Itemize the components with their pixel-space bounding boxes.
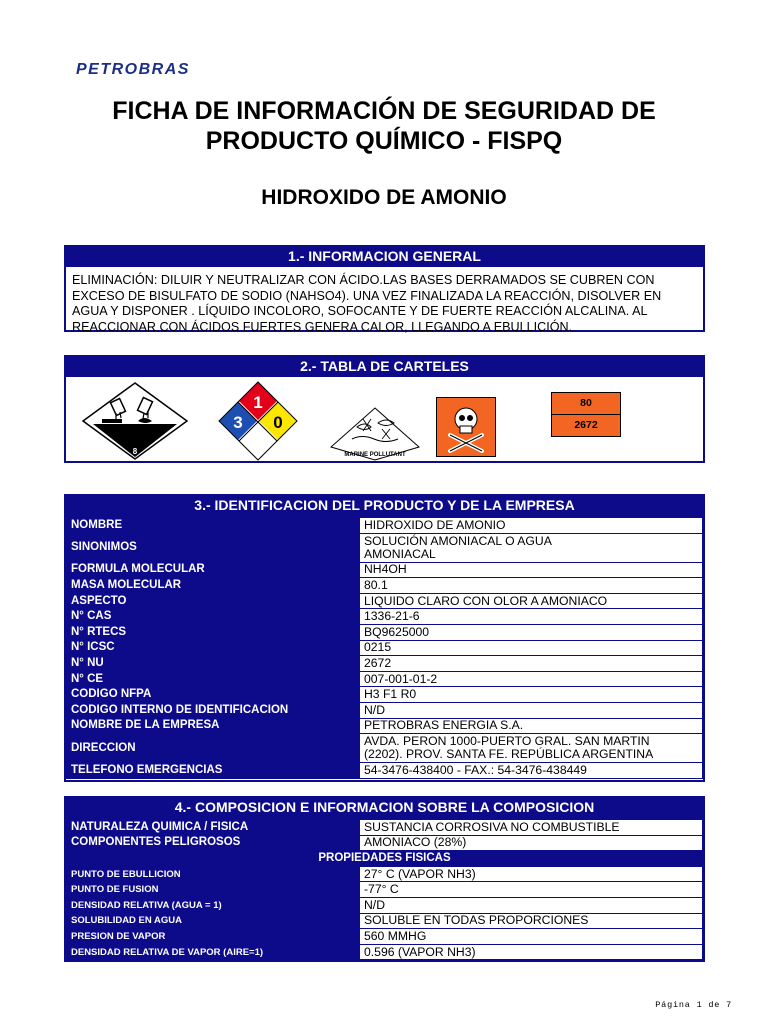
field-label: PRESION DE VAPOR — [67, 929, 360, 945]
field-value: 007-001-01-2 — [360, 671, 703, 687]
field-label: SOLUBILIDAD EN AGUA — [67, 913, 360, 929]
field-label: N° CAS — [67, 609, 360, 625]
section-general-info — [64, 245, 705, 332]
field-label: PUNTO DE FUSION — [67, 882, 360, 898]
text-line: EXCESO DE BISULFATO DE SODIO (NAHSO4). UNA VEZ FINALIZADA LA REACCIÓN, DISOLVER EN — [72, 288, 662, 303]
field-value: H3 F1 R0 — [360, 687, 703, 703]
table-row — [67, 866, 703, 882]
table-row — [67, 734, 703, 763]
field-value: N/D — [360, 702, 703, 718]
field-value: 80.1 — [360, 578, 703, 594]
table-row — [67, 929, 703, 945]
field-label: CODIGO NFPA — [67, 687, 360, 703]
field-label: NOMBRE — [67, 518, 360, 534]
section-placards — [64, 355, 705, 463]
table-row — [67, 562, 703, 578]
field-value: 560 MMHG — [360, 929, 703, 945]
field-value: PETROBRAS ENERGIA S.A. — [360, 718, 703, 734]
field-label: N° CE — [67, 671, 360, 687]
table-row — [67, 763, 703, 779]
field-label: DIRECCION — [67, 734, 360, 763]
field-value: 54-3476-438400 - FAX.: 54-3476-438449 — [360, 763, 703, 779]
field-label: N° ICSC — [67, 640, 360, 656]
field-label: MASA MOLECULAR — [67, 578, 360, 594]
un-hazard-panel — [551, 392, 621, 437]
table-row — [67, 533, 703, 562]
table-row — [67, 687, 703, 703]
field-value: 1336-21-6 — [360, 609, 703, 625]
placards-row — [66, 377, 703, 464]
field-value: 0.596 (VAPOR NH3) — [360, 944, 703, 960]
field-value: 27° C (VAPOR NH3) — [360, 866, 703, 882]
nfpa-fire-value: 1 — [253, 393, 263, 412]
field-value: AMONIACO (28%) — [360, 835, 703, 851]
field-label: DENSIDAD RELATIVA (AGUA = 1) — [67, 897, 360, 913]
page-number: Página 1 de 7 — [655, 1000, 732, 1010]
document-title-line1: FICHA DE INFORMACIÓN DE SEGURIDAD DE — [112, 97, 656, 125]
section-heading: 2.- TABLA DE CARTELES — [66, 357, 703, 377]
text-line: ELIMINACIÓN: DILUIR Y NEUTRALIZAR CON ÁCIDO.LAS BASES DERRAMADOS SE CUBREN CON — [72, 273, 655, 287]
table-row — [67, 913, 703, 929]
field-label: ASPECTO — [67, 593, 360, 609]
field-value: N/D — [360, 897, 703, 913]
table-row — [67, 518, 703, 534]
text-line: AGUA Y DISPONER . LÍQUIDO INCOLORO, SOFOCANTE Y DE FUERTE REACCIÓN ALCALINA. AL — [72, 304, 648, 318]
document-title — [0, 96, 768, 156]
table-row — [67, 897, 703, 913]
nfpa-health-value: 3 — [233, 413, 243, 432]
document-title-line2: PRODUCTO QUÍMICO - FISPQ — [205, 127, 563, 155]
corrosive-placard-icon — [80, 381, 190, 461]
field-value-line: (2202). PROV. SANTA FE. REPÚBLICA ARGENTINA — [364, 747, 654, 762]
section-identification — [64, 494, 705, 782]
field-value: -77° C — [360, 882, 703, 898]
field-value — [360, 533, 703, 562]
table-row — [67, 578, 703, 594]
field-value: 0215 — [360, 640, 703, 656]
composition-table — [66, 819, 703, 960]
table-row — [67, 640, 703, 656]
section-heading: 4.- COMPOSICION E INFORMACION SOBRE LA COMPOSICION — [66, 798, 703, 819]
field-value — [360, 734, 703, 763]
table-row — [67, 702, 703, 718]
field-label: N° RTECS — [67, 624, 360, 640]
table-row — [67, 609, 703, 625]
table-row — [67, 656, 703, 672]
table-row — [67, 593, 703, 609]
field-label: COMPONENTES PELIGROSOS — [67, 835, 360, 851]
field-label: N° NU — [67, 656, 360, 672]
field-label: NOMBRE DE LA EMPRESA — [67, 718, 360, 734]
physical-properties-heading: PROPIEDADES FISICAS — [67, 851, 703, 867]
section-composition — [64, 796, 705, 962]
nfpa-reactivity-value: 0 — [273, 413, 283, 432]
field-value: SUSTANCIA CORROSIVA NO COMBUSTIBLE — [360, 820, 703, 836]
table-row — [67, 820, 703, 836]
table-row — [67, 835, 703, 851]
field-value-line: SOLUCIÓN AMONIACAL O AGUA — [364, 533, 552, 548]
field-label: FORMULA MOLECULAR — [67, 562, 360, 578]
field-value-line: AMONIACAL — [364, 546, 436, 561]
table-row — [67, 624, 703, 640]
section-heading: 1.- INFORMACION GENERAL — [66, 247, 703, 267]
field-label: PUNTO DE EBULLICION — [67, 866, 360, 882]
hazard-id-number: 80 — [552, 393, 620, 415]
corrosive-class-number: 8 — [132, 447, 138, 456]
field-value: NH4OH — [360, 562, 703, 578]
table-row — [67, 671, 703, 687]
table-row — [67, 944, 703, 960]
field-label: TELEFONO EMERGENCIAS — [67, 763, 360, 779]
field-label: DENSIDAD RELATIVA DE VAPOR (AIRE=1) — [67, 944, 360, 960]
table-subheading-row — [67, 851, 703, 867]
marine-pollutant-icon — [330, 407, 420, 461]
field-label: NATURALEZA QUIMICA / FISICA — [67, 820, 360, 836]
table-row — [67, 882, 703, 898]
field-value: LIQUIDO CLARO CON OLOR A AMONIACO — [360, 593, 703, 609]
marine-pollutant-label: MARINE POLLUTANT — [344, 452, 406, 458]
field-value: 2672 — [360, 656, 703, 672]
nfpa-diamond-icon — [218, 381, 298, 461]
field-label: SINONIMOS — [67, 533, 360, 562]
field-label: CODIGO INTERNO DE IDENTIFICACION — [67, 702, 360, 718]
field-value: SOLUBLE EN TODAS PROPORCIONES — [360, 913, 703, 929]
field-value: HIDROXIDO DE AMONIO — [360, 518, 703, 534]
identification-table — [66, 517, 703, 779]
product-name: HIDROXIDO DE AMONIO — [261, 186, 507, 209]
text-line: REACCIONAR CON ÁCIDOS FUERTES GENERA CALOR, LLEGANDO A EBULLICIÓN. — [72, 319, 573, 334]
general-info-text — [66, 267, 703, 339]
section-heading: 3.- IDENTIFICACION DEL PRODUCTO Y DE LA EMPRESA — [66, 496, 703, 517]
field-value-line: AVDA. PERON 1000-PUERTO GRAL. SAN MARTIN — [364, 734, 650, 749]
table-row — [67, 718, 703, 734]
un-number: 2672 — [574, 419, 598, 431]
brand-logo-text: PETROBRAS — [76, 61, 190, 78]
skull-crossbones-icon — [436, 397, 496, 457]
field-value: BQ9625000 — [360, 624, 703, 640]
